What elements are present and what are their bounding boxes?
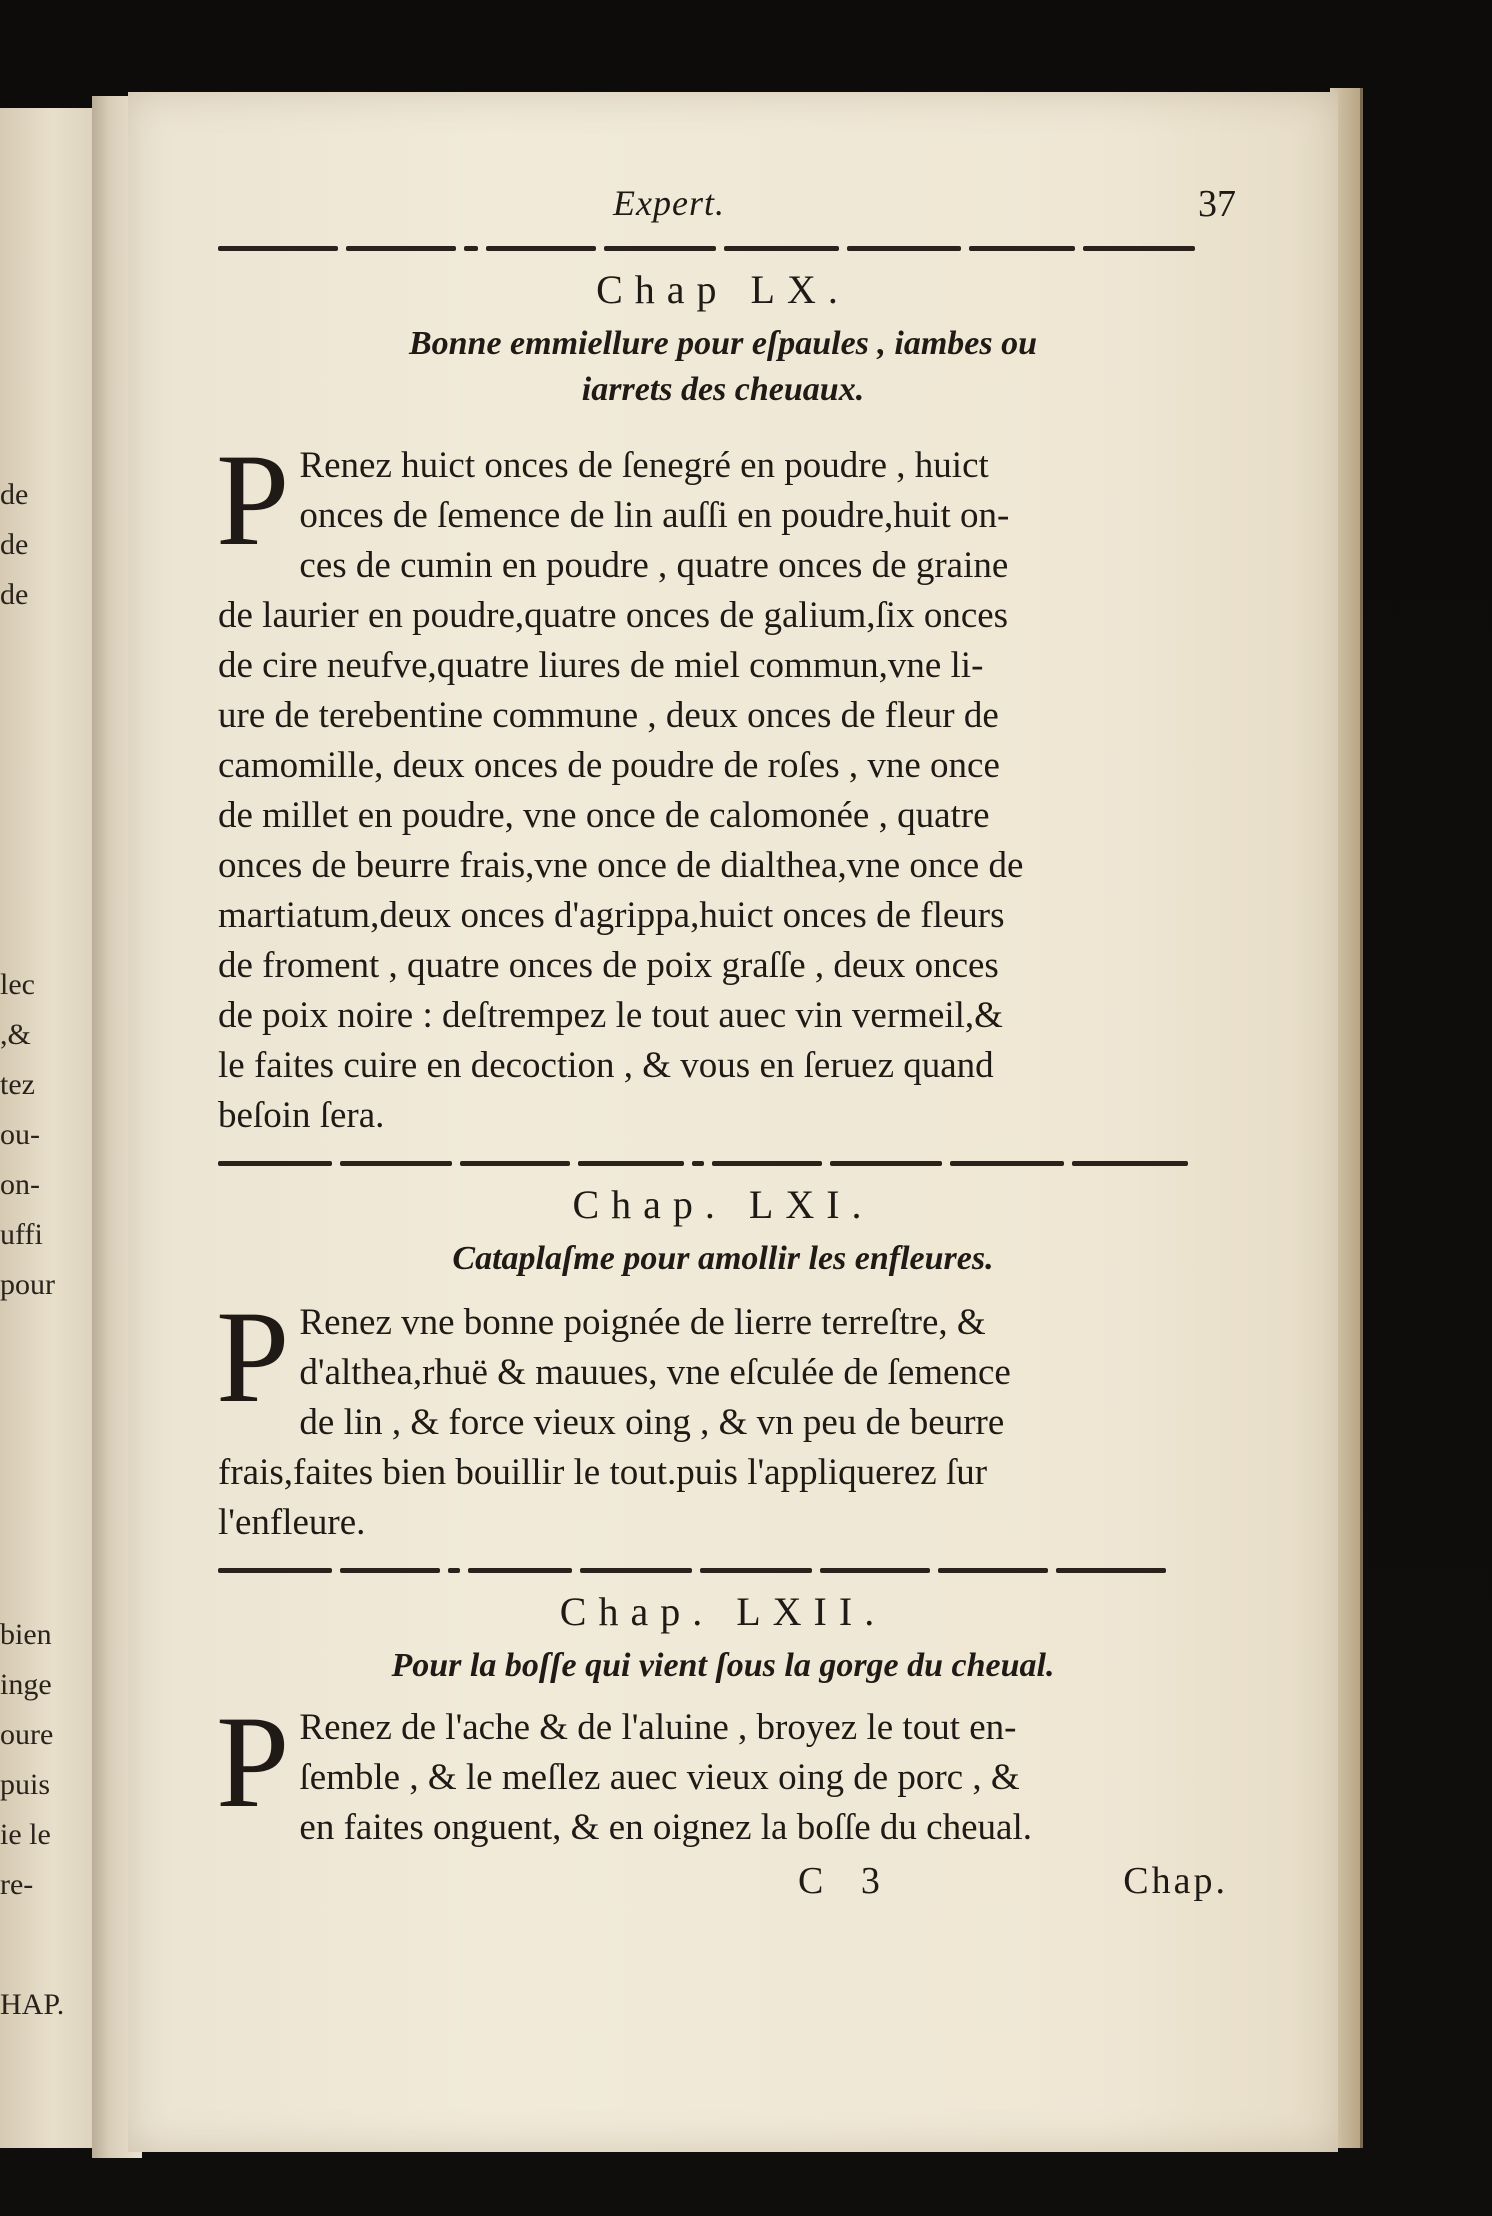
text-line: de cire neufve,quatre liures de miel commun,vne li- [218,645,984,686]
text-line: Renez vne bonne poignée de lierre terreſtre, & [299,1302,986,1343]
text-line: onces de ſemence de lin auſſi en poudre,huit on- [299,495,1010,536]
text-line: onces de beurre frais,vne once de dialthea,vne once de [218,845,1024,886]
fragment-text: de [0,478,29,511]
text-line: de lin , & force vieux oing , & vn peu de beurre [299,1402,1005,1443]
fragment-text: re- [0,1868,34,1901]
text-line: camomille, deux onces de poudre de roſes , vne once [218,745,1000,786]
text-line: ure de terebentine commune , deux onces de fleur de [218,695,999,736]
previous-page-edge [0,108,96,2148]
drop-capital: P [216,1283,290,1430]
page-number: 37 [1198,183,1236,225]
subtitle-line: iarrets des cheuaux. [581,371,865,408]
chapter-subtitle [218,321,1228,413]
text-line: Renez huict onces de ſenegré en poudre , huict [299,445,989,486]
previous-page-fragments [0,108,96,2148]
fragment-text: uffi [0,1218,43,1251]
text-line: en faites onguent, & en oignez la boſſe du cheual. [299,1807,1032,1848]
fragment-text: ,& [0,1018,31,1051]
fragment-text: HAP. [0,1988,65,2021]
running-title: Expert. [613,183,725,223]
text-line: Renez de l'ache & de l'aluine , broyez le tout en- [299,1707,1017,1748]
ornamental-rule [218,1566,1228,1574]
ornamental-rule [218,1159,1228,1167]
subtitle-line: Bonne emmiellure pour eſpaules , iambes ou [408,325,1038,362]
text-line: le faites cuire en decoction , & vous en ſeruez quand [218,1045,994,1086]
fragment-text: bien [0,1618,52,1651]
drop-capital: P [216,1688,290,1835]
fragment-text: oure [0,1718,54,1751]
fragment-text: tez [0,1068,35,1101]
fragment-text: ou- [0,1118,40,1151]
text-line: de millet en poudre, vne once de calomonée , quatre [218,795,990,836]
chapter-title: Chap. LXI. [572,1182,874,1227]
book-page [128,92,1338,2152]
fragment-text: lec [0,968,35,1001]
chapter-lxii [218,1588,1228,1853]
text-line: de poix noire : deſtrempez le tout auec vin vermeil,& [218,995,1003,1036]
fragment-text: ie le [0,1818,51,1851]
fragment-text: on- [0,1168,40,1201]
text-line: martiatum,deux onces d'agrippa,huict onces de fleurs [218,895,1005,936]
ornamental-rule [218,244,1228,252]
page-footer [218,1859,1228,1909]
catchword: Chap. [1123,1860,1228,1902]
text-line: de laurier en poudre,quatre onces de galium,ſix onces [218,595,1009,636]
text-line: ſemble , & le meſlez auec vieux oing de porc , & [299,1757,1020,1798]
fragment-text: pour [0,1268,55,1301]
text-line: frais,faites bien bouillir le tout.puis l'appliquerez ſur [218,1452,988,1493]
text-line: beſoin ſera. [218,1095,385,1136]
fragment-text: puis [0,1768,51,1801]
subtitle-line: Pour la boſſe qui vient ſous la gorge du cheual. [391,1647,1055,1684]
chapter-text [216,1688,1228,1853]
chapter-title: Chap. LXII. [559,1589,887,1634]
text-line: ces de cumin en poudre , quatre onces de graine [299,545,1009,586]
fragment-text: inge [0,1668,52,1701]
fragment-text: de [0,578,29,611]
chapter-text [216,1283,1228,1548]
chapter-subtitle [218,1236,1228,1282]
chapter-subtitle [218,1643,1228,1689]
subtitle-line: Cataplaſme pour amollir les enfleures. [452,1240,994,1277]
text-line: de froment , quatre onces de poix graſſe , deux onces [218,945,999,986]
signature-mark: C 3 [798,1860,894,1902]
text-line: d'althea,rhuë & mauues, vne eſculée de ſemence [299,1352,1011,1393]
text-line: l'enfleure. [218,1502,366,1543]
chapter-lxi [218,1181,1228,1548]
drop-capital: P [216,426,290,573]
running-head [218,182,1236,238]
chapter-lx [218,266,1228,1141]
chapter-title: Chap LX. [596,267,850,312]
page-content [216,182,1236,1909]
chapter-text [216,426,1228,1141]
fragment-text: de [0,528,29,561]
